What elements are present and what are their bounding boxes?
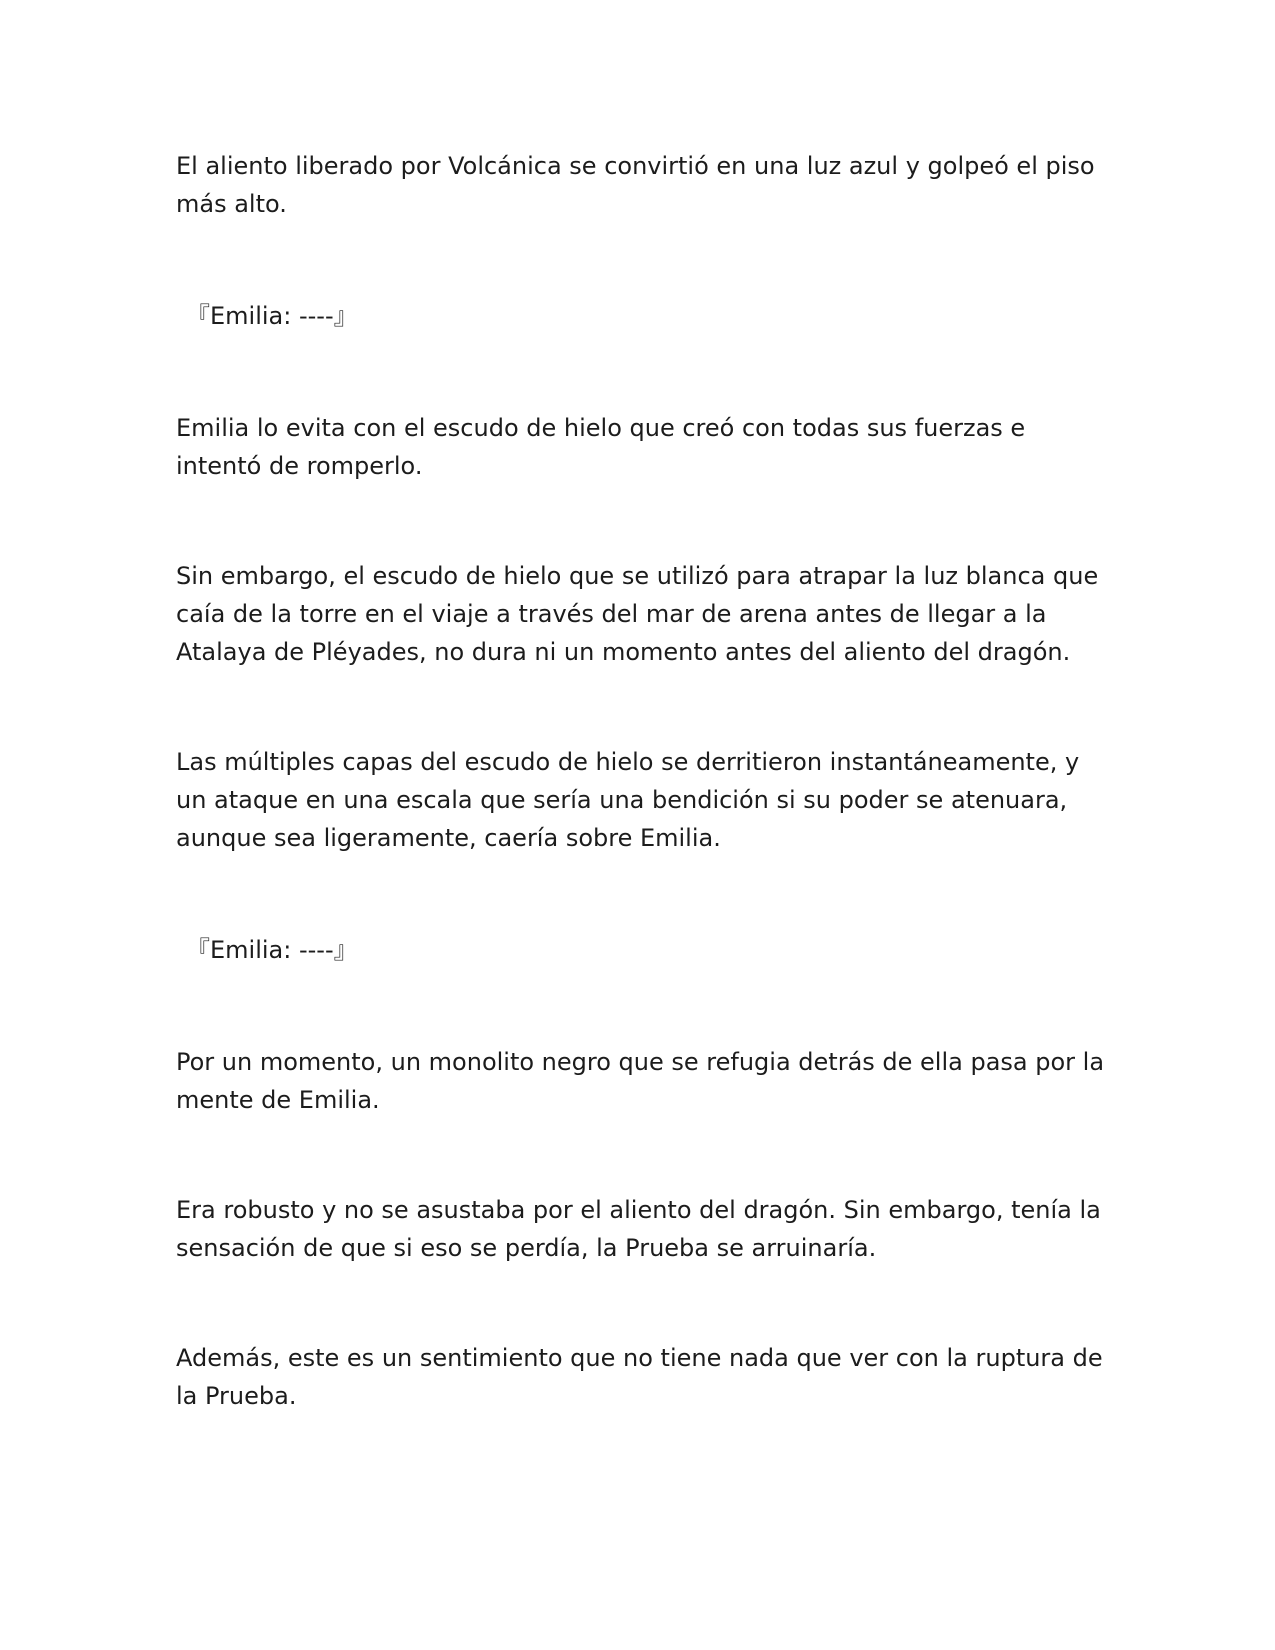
paragraph-7: Además, este es un sentimiento que no tiene nada que ver con la ruptura de la Prueba.: [176, 1344, 1103, 1410]
dialogue-line-2: 『Emilia: ----』: [186, 936, 358, 964]
paragraph-6: Era robusto y no se asustaba por el aliento del dragón. Sin embargo, tenía la sensación de que si eso se perdía, la Prueba se arruinaría.: [176, 1196, 1101, 1262]
paragraph-1: El aliento liberado por Volcánica se convirtió en una luz azul y golpeó el piso más alto.: [176, 152, 1095, 218]
paragraph-2: Emilia lo evita con el escudo de hielo que creó con todas sus fuerzas e intentó de romperlo.: [176, 414, 1026, 480]
paragraph-5: Por un momento, un monolito negro que se refugia detrás de ella pasa por la mente de Emilia.: [176, 1048, 1105, 1114]
dialogue-line-1: 『Emilia: ----』: [186, 302, 358, 330]
paragraph-4: Las múltiples capas del escudo de hielo se derritieron instantáneamente, y un ataque en una escala que sería una bendición si su poder se atenuara, aunque sea ligeramente, caería sobre Emilia.: [176, 748, 1080, 852]
paragraph-3: Sin embargo, el escudo de hielo que se utilizó para atrapar la luz blanca que caía de la torre en el viaje a través del mar de arena antes de llegar a la Atalaya de Pléyades, no dura ni un momento antes del aliento del dragón.: [176, 562, 1099, 666]
